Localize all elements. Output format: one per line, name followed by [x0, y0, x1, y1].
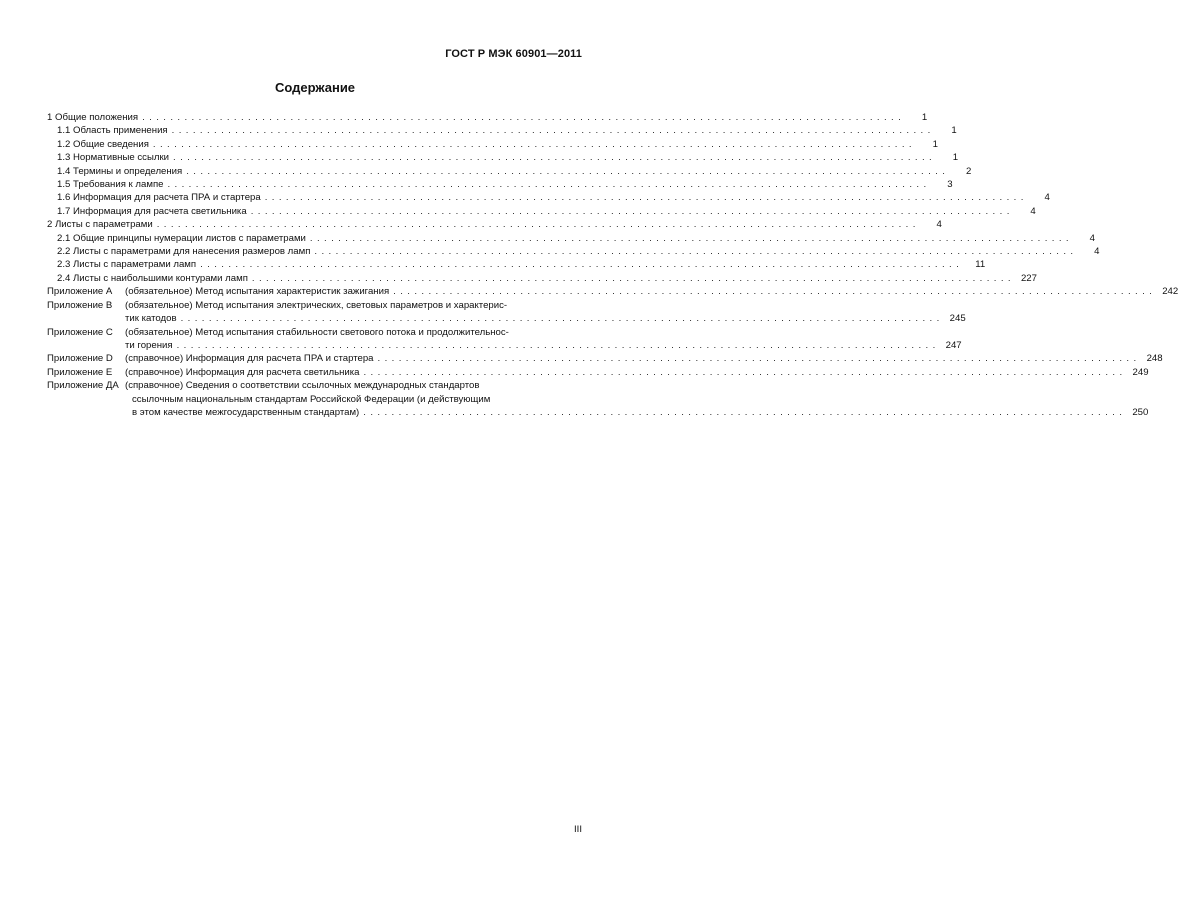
toc-appendix-c[interactable]: [47, 326, 962, 353]
appendix-page: 245: [949, 313, 966, 325]
dot-leader: ............................................................................................................: [393, 286, 1157, 298]
appendix-title: (обязательное) Метод испытания характеристик зажигания: [125, 286, 390, 298]
toc-entry-text: 1.3 Нормативные ссылки: [57, 152, 170, 164]
toc-entry-page: 1: [951, 125, 957, 137]
toc-entry-page: 1: [952, 152, 959, 164]
standard-code: ГОСТ Р МЭК 60901—2011: [445, 48, 582, 60]
dot-leader: ............................................................................................................: [264, 192, 1028, 204]
dot-leader: ............................................................................................................: [200, 259, 964, 271]
toc-entry-page: 3: [947, 179, 953, 191]
toc-entry-1-6[interactable]: [47, 191, 1050, 204]
dot-leader: ............................................................................................................: [377, 353, 1141, 365]
dot-leader: ............................................................................................................: [251, 272, 1015, 284]
toc-entry-2-1[interactable]: [47, 232, 1095, 245]
toc-entry-page: 1: [932, 138, 938, 150]
toc-entry-1-1[interactable]: [47, 124, 957, 137]
toc-appendix-d[interactable]: [47, 352, 1163, 365]
appendix-title-line-1: (справочное) Сведения о соответствии ссылочных международных стандартов: [125, 380, 480, 392]
toc-entry-page: 4: [1089, 232, 1095, 244]
toc-appendix-a[interactable]: [47, 285, 1178, 298]
toc-entry-page: 1: [921, 112, 928, 123]
toc-entry-text: 2 Листы с параметрами: [47, 219, 153, 231]
toc-entry-2[interactable]: [47, 218, 942, 231]
toc-entry-text: 1.5 Требования к лампе: [57, 179, 164, 191]
appendix-title: (справочное) Информация для расчета светильника: [125, 366, 360, 378]
table-of-contents: [47, 111, 1178, 419]
toc-appendix-e[interactable]: [47, 366, 1149, 379]
appendix-page: 247: [945, 339, 962, 351]
toc-entry-text: 2.1 Общие принципы нумерации листов с параметрами: [57, 232, 306, 244]
toc-entry-text: 2.2 Листы с параметрами для нанесения размеров ламп: [57, 246, 311, 258]
appendix-label: Приложение ДА: [47, 380, 119, 392]
toc-entry-page: 4: [1094, 246, 1100, 258]
appendix-page: 248: [1146, 353, 1163, 365]
appendix-title: (справочное) Информация для расчета ПРА и стартера: [125, 353, 374, 365]
appendix-label: Приложение В: [47, 299, 113, 311]
toc-entry-page: 227: [1020, 272, 1037, 284]
page-title: Содержание: [274, 80, 356, 95]
appendix-label: Приложение С: [47, 326, 113, 338]
dot-leader: ............................................................................................................: [180, 313, 944, 325]
toc-entry-text: 1.1 Область применения: [57, 125, 168, 137]
appendix-page: 242: [1162, 286, 1178, 298]
dot-leader: ............................................................................................................: [142, 112, 906, 123]
appendix-label: Приложение Е: [47, 366, 113, 378]
toc-entry-page: 4: [1030, 205, 1036, 217]
toc-entry-text: 1.6 Информация для расчета ПРА и стартера: [57, 192, 261, 204]
dot-leader: ............................................................................................................: [176, 339, 940, 351]
dot-leader: ............................................................................................................: [309, 232, 1073, 244]
toc-entry-page: 11: [975, 259, 986, 271]
toc-entry-page: 4: [1044, 192, 1050, 204]
toc-entry-text: 1.4 Термины и определения: [57, 165, 183, 177]
appendix-title-line-2: тик катодов: [125, 313, 177, 325]
appendix-title-line-2: ссылочным национальным стандартам Российской Федерации (и действующим: [132, 393, 491, 405]
toc-entry-text: 1.7 Информация для расчета светильника: [57, 205, 247, 217]
dot-leader: ............................................................................................................: [314, 246, 1078, 258]
page-number: III: [574, 824, 582, 835]
toc-entry-text: 2.3 Листы с параметрами ламп: [57, 259, 197, 271]
toc-appendix-da[interactable]: [47, 379, 1149, 419]
toc-entry-text: 1.2 Общие сведения: [57, 138, 149, 150]
appendix-label: Приложение D: [47, 353, 113, 365]
dot-leader: ............................................................................................................: [156, 219, 920, 231]
toc-entry-page: 2: [965, 165, 972, 177]
dot-leader: ............................................................................................................: [152, 138, 916, 150]
toc-entry-1-5[interactable]: [47, 178, 953, 191]
toc-appendix-b[interactable]: [47, 299, 966, 326]
appendix-label: Приложение А: [47, 286, 113, 298]
toc-entry-text: 2.4 Листы с наибольшими контурами ламп: [57, 272, 248, 284]
appendix-title-line-1: (обязательное) Метод испытания стабильности светового потока и продолжительнос-: [125, 326, 509, 338]
toc-entry-1-2[interactable]: [47, 138, 938, 151]
dot-leader: ............................................................................................................: [250, 205, 1014, 217]
toc-entry-page: 4: [936, 219, 942, 231]
dot-leader: ............................................................................................................: [363, 366, 1127, 378]
appendix-title-line-2: ти горения: [125, 339, 173, 351]
dot-leader: ............................................................................................................: [186, 165, 950, 177]
toc-entry-2-3[interactable]: [47, 258, 986, 271]
toc-entry-2-4[interactable]: [47, 272, 1037, 285]
appendix-title-line-1: (обязательное) Метод испытания электрических, световых параметров и характерис-: [125, 299, 508, 311]
toc-entry-2-2[interactable]: [47, 245, 1100, 258]
toc-entry-1-7[interactable]: [47, 205, 1036, 218]
appendix-title-line-3: в этом качестве межгосударственным стандартам): [132, 406, 360, 418]
toc-entry-1-3[interactable]: [47, 151, 959, 164]
dot-leader: ............................................................................................................: [167, 179, 931, 191]
dot-leader: ............................................................................................................: [363, 406, 1127, 418]
dot-leader: ............................................................................................................: [171, 125, 935, 137]
toc-entry-1[interactable]: [47, 111, 928, 124]
toc-entry-text: 1 Общие положения: [47, 112, 139, 123]
appendix-page: 250: [1132, 406, 1149, 418]
dot-leader: ............................................................................................................: [173, 152, 937, 164]
toc-entry-1-4[interactable]: [47, 165, 972, 178]
appendix-page: 249: [1132, 366, 1149, 378]
